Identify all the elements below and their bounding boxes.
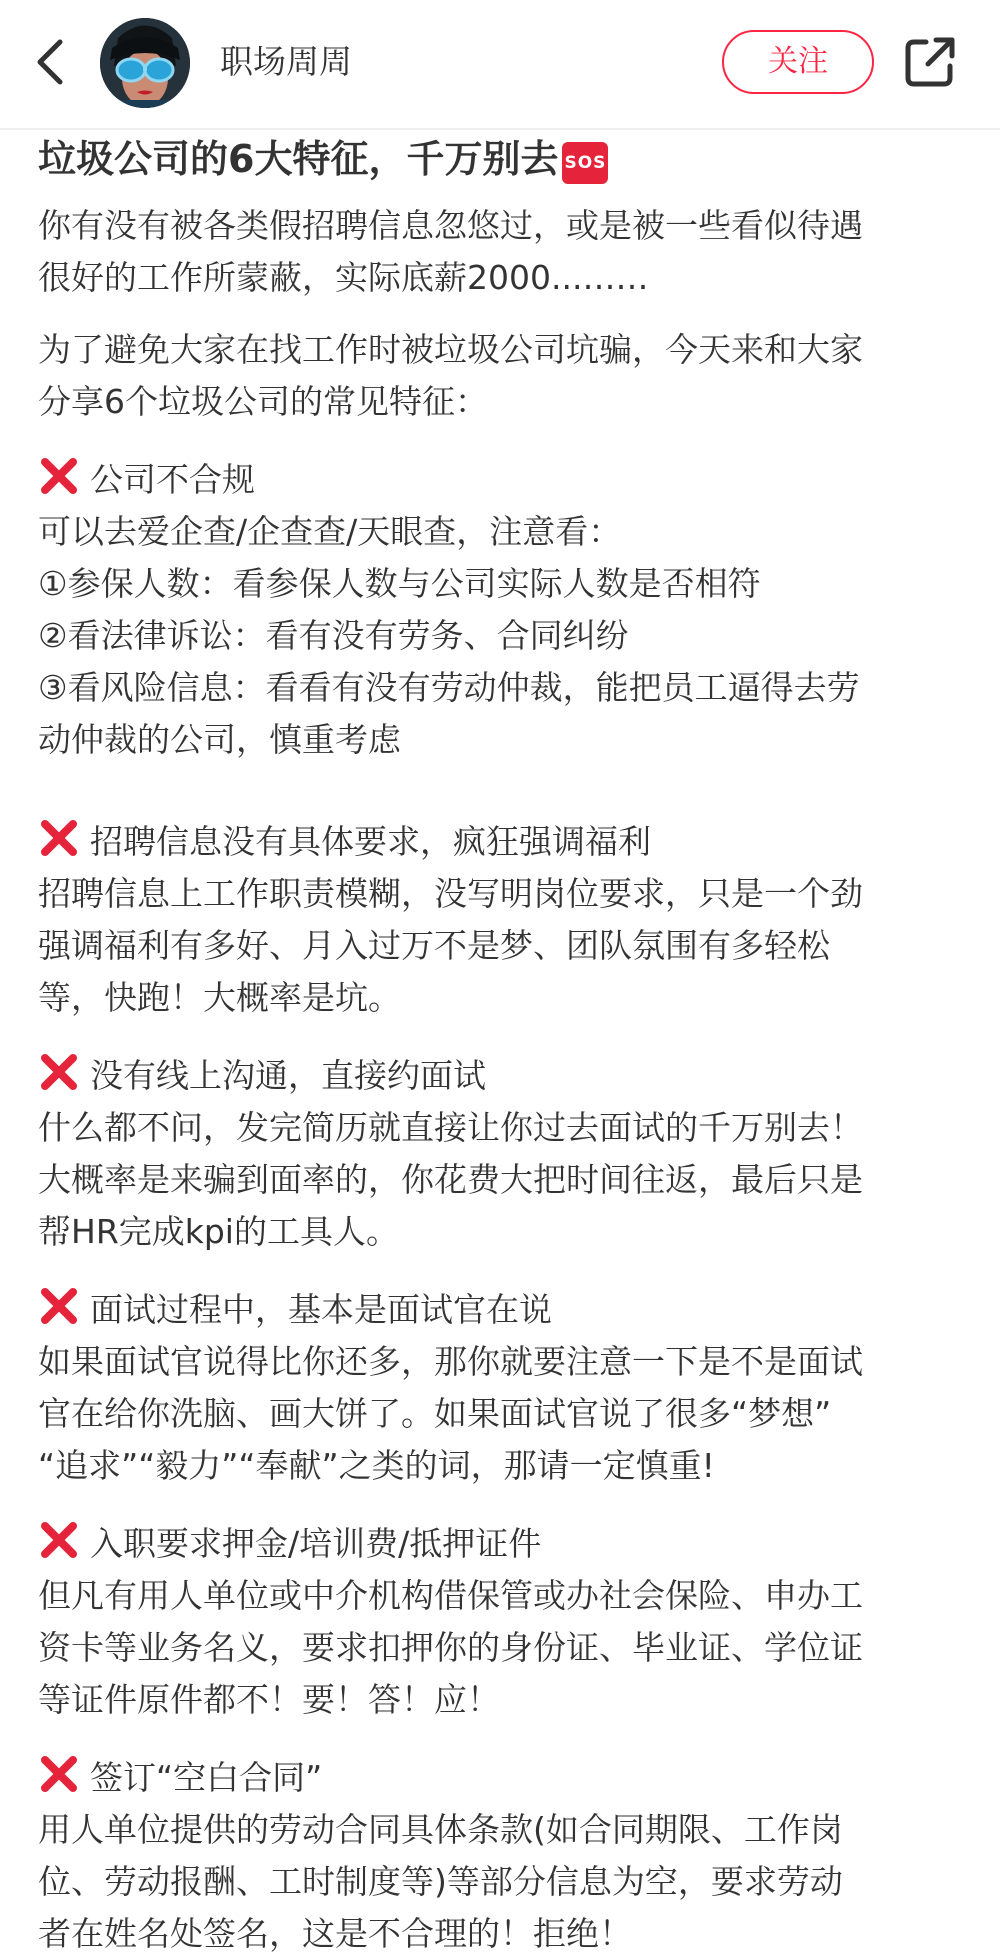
cross-mark-icon xyxy=(38,1753,80,1795)
text-line: 大概率是来骗到面率的，你花费大把时间往返，最后只是 xyxy=(38,1160,863,1199)
text-line: 招聘信息上工作职责模糊，没写明岗位要求，只是一个劲 xyxy=(38,874,863,913)
section-heading-text: 公司不合规 xyxy=(90,460,255,499)
section-heading-text: 签订“空白合同” xyxy=(90,1758,323,1797)
avatar-image xyxy=(100,18,190,108)
section-heading xyxy=(38,454,968,506)
section-heading xyxy=(38,1518,968,1570)
section-3 xyxy=(38,1050,968,1258)
top-bar xyxy=(0,0,1000,130)
post-title xyxy=(38,131,608,187)
cross-mark-icon xyxy=(38,455,80,497)
text-line: 什么都不问，发完简历就直接让你过去面试的千万别去！ xyxy=(38,1108,863,1147)
text-line: 位、劳动报酬、工时制度等)等部分信息为空，要求劳动 xyxy=(38,1862,843,1901)
section-heading-text: 入职要求押金/培训费/抵押证件 xyxy=(90,1524,542,1563)
text-line: ①参保人数：看参保人数与公司实际人数是否相符 xyxy=(38,564,761,603)
section-6 xyxy=(38,1752,968,1960)
text-line: 帮HR完成kpi的工具人。 xyxy=(38,1212,399,1251)
author-name[interactable]: 职场周周 xyxy=(220,42,352,81)
text-line: 如果面试官说得比你还多，那你就要注意一下是不是面试 xyxy=(38,1342,863,1381)
text-line: 但凡有用人单位或中介机构借保管或办社会保险、申办工 xyxy=(38,1576,863,1615)
share-button[interactable] xyxy=(902,34,958,90)
section-5 xyxy=(38,1518,968,1726)
section-1 xyxy=(38,454,968,766)
intro-paragraph-1 xyxy=(38,200,968,304)
cross-mark-icon xyxy=(38,817,80,859)
section-4 xyxy=(38,1284,968,1492)
text-line: 动仲裁的公司，慎重考虑 xyxy=(38,720,401,759)
section-heading-text: 没有线上沟通，直接约面试 xyxy=(90,1056,486,1095)
section-heading xyxy=(38,816,968,868)
text-line: “追求”“毅力”“奉献”之类的词，那请一定慎重! xyxy=(38,1446,715,1485)
avatar[interactable] xyxy=(100,18,190,108)
text-line: 可以去爱企查/企查查/天眼查，注意看： xyxy=(38,512,622,551)
section-heading xyxy=(38,1284,968,1336)
text-line: ②看法律诉讼：看有没有劳务、合同纠纷 xyxy=(38,616,629,655)
text-line: 你有没有被各类假招聘信息忽悠过，或是被一些看似待遇 xyxy=(38,206,863,245)
intro-paragraph-2 xyxy=(38,324,968,428)
text-line: 很好的工作所蒙蔽，实际底薪2000...…… xyxy=(38,258,649,297)
back-arrow-icon xyxy=(28,32,72,92)
text-line: 资卡等业务名义，要求扣押你的身份证、毕业证、学位证 xyxy=(38,1628,863,1667)
text-line: ③看风险信息：看看有没有劳动仲裁，能把员工逼得去劳 xyxy=(38,668,860,707)
text-line: 等证件原件都不！要！答！应！ xyxy=(38,1680,500,1719)
text-line: 分享6个垃圾公司的常见特征： xyxy=(38,382,488,421)
text-line: 者在姓名处签名，这是不合理的！拒绝！ xyxy=(38,1914,632,1953)
text-line: 等，快跑！大概率是坑。 xyxy=(38,978,401,1017)
back-button[interactable] xyxy=(28,32,72,92)
follow-button[interactable]: 关注 xyxy=(722,30,874,94)
text-line: 用人单位提供的劳动合同具体条款(如合同期限、工作岗 xyxy=(38,1810,843,1849)
share-icon xyxy=(902,34,958,90)
section-2 xyxy=(38,816,968,1024)
text-line: 为了避免大家在找工作时被垃圾公司坑骗，今天来和大家 xyxy=(38,330,863,369)
cross-mark-icon xyxy=(38,1285,80,1327)
section-heading-text: 面试过程中，基本是面试官在说 xyxy=(90,1290,552,1329)
cross-mark-icon xyxy=(38,1051,80,1093)
cross-mark-icon xyxy=(38,1519,80,1561)
text-line: 强调福利有多好、月入过万不是梦、团队氛围有多轻松 xyxy=(38,926,830,965)
post-title-text: 垃圾公司的6大特征，千万别去 xyxy=(38,137,559,181)
section-heading-text: 招聘信息没有具体要求，疯狂强调福利 xyxy=(90,822,651,861)
text-line: 官在给你洗脑、画大饼了。如果面试官说了很多“梦想” xyxy=(38,1394,832,1433)
sos-emoji-icon: SOS xyxy=(562,142,608,184)
section-heading xyxy=(38,1050,968,1102)
section-heading xyxy=(38,1752,968,1804)
